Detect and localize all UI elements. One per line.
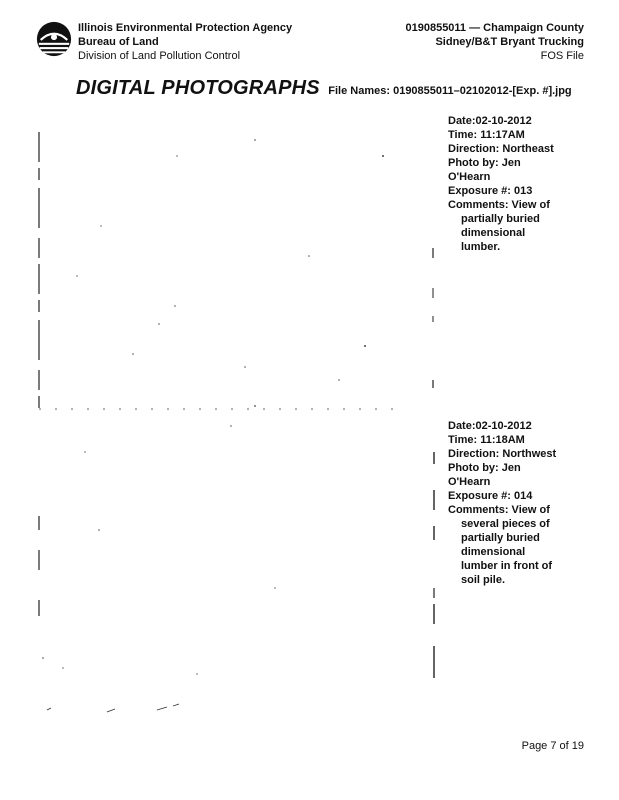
photo-by-cont: O'Hearn [448, 476, 491, 488]
photo-comments: Comments: View of [448, 199, 550, 211]
photo-comments-cont: lumber. [461, 241, 501, 253]
iepa-logo-icon [35, 20, 73, 58]
photo-by-cont: O'Hearn [448, 171, 491, 183]
photo-comments-cont: dimensional [461, 546, 526, 558]
photo-by: Photo by: Jen [448, 462, 521, 474]
page-title: DIGITAL PHOTOGRAPHS [76, 77, 320, 99]
photo-date: Date:02-10-2012 [448, 420, 532, 432]
site-header [405, 21, 584, 63]
agency-header [78, 21, 292, 63]
photo-time: Time: 11:17AM [448, 129, 525, 141]
photo-exposure: Exposure #: 014 [448, 490, 533, 502]
photo-direction: Direction: Northwest [448, 448, 557, 460]
site-id: 0190855011 — Champaign County [405, 22, 584, 34]
photo-comments-cont: partially buried [461, 213, 540, 225]
file-names: File Names: 0190855011–02102012-[Exp. #].jpg [328, 85, 572, 97]
photo-comments-cont: lumber in front of [461, 560, 553, 572]
photo-comments-cont: soil pile. [461, 574, 506, 586]
photo-2 [37, 420, 435, 720]
photo-time: Time: 11:18AM [448, 434, 525, 446]
site-name: Sidney/B&T Bryant Trucking [435, 36, 584, 48]
page-number: Page 7 of 19 [521, 740, 584, 752]
photo-comments: Comments: View of [448, 504, 550, 516]
photo-date: Date:02-10-2012 [448, 115, 532, 127]
photo-comments-cont: partially buried [461, 532, 540, 544]
photo-exposure: Exposure #: 013 [448, 185, 533, 197]
division-name: Division of Land Pollution Control [78, 50, 241, 62]
file-type: FOS File [540, 50, 584, 62]
agency-name: Illinois Environmental Protection Agency [78, 22, 293, 34]
title-row [76, 77, 572, 100]
photo-comments-cont: several pieces of [461, 518, 550, 530]
photo-direction: Direction: Northeast [448, 143, 554, 155]
photo-1-details [448, 114, 588, 254]
photo-1 [37, 128, 435, 412]
photo-comments-cont: dimensional [461, 227, 526, 239]
bureau-name: Bureau of Land [78, 36, 159, 48]
photo-by: Photo by: Jen [448, 157, 521, 169]
photo-2-details [448, 419, 588, 587]
